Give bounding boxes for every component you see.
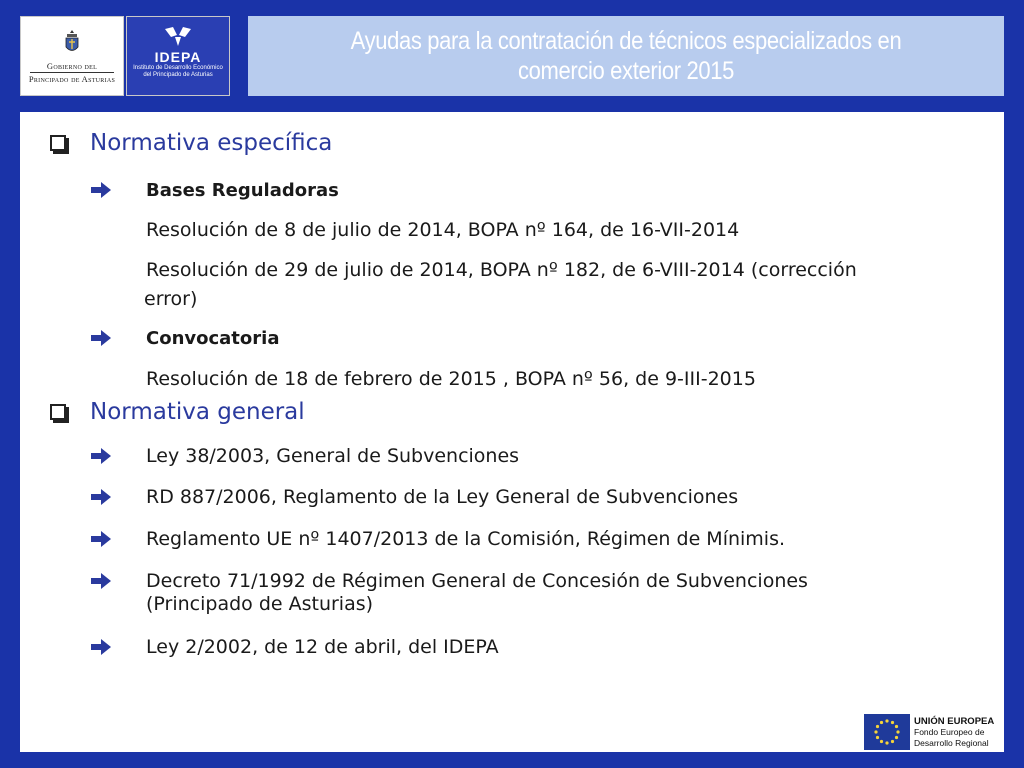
item-label: Bases Reguladoras [146,180,339,201]
arrow-right-icon [90,447,112,465]
item-text [146,570,808,616]
item-text: Reglamento UE nº 1407/2013 de la Comisión, Régimen de Mínimis. [146,528,786,550]
item-text: RD 887/2006, Reglamento de la Ley General de Subvenciones [146,486,739,508]
arrow-right-icon [90,530,112,548]
checkbox-bullet-icon [50,404,66,420]
checkbox-bullet-icon [50,135,66,151]
list-item [20,570,808,616]
crest-icon [63,29,81,55]
item-text-line: (Principado de Asturias) [146,593,374,615]
list-item [20,528,785,551]
arrow-right-icon [90,181,112,199]
eu-line-2: Fondo Europeo de [914,726,985,737]
gobierno-line-1: Gobierno del [46,60,98,71]
section-title: Normativa general [90,399,305,425]
list-item [20,445,519,468]
slide-title: Ayudas para la contratación de técnicos especializados en comercio exterior 2015 [350,27,902,85]
eu-line-3: Desarrollo Regional [914,737,989,748]
list-item [20,486,738,509]
list-item-bases [20,179,339,202]
text-line: Resolución de 8 de julio de 2014, BOPA nº 164, de 16-VII-2014 [146,219,740,241]
list-item-convocatoria [20,327,279,350]
item-text: Ley 2/2002, de 12 de abril, del IDEPA [146,636,499,658]
section-title: Normativa específica [90,130,333,156]
item-text: Ley 38/2003, General de Subvenciones [146,445,520,467]
idepa-subtitle-1: Instituto de Desarrollo Económico [133,65,223,71]
gobierno-line-2: Principado de Asturias [28,73,116,84]
item-label: Convocatoria [146,328,280,349]
text-line: Resolución de 29 de julio de 2014, BOPA nº 182, de 6-VIII-2014 (corrección [146,259,857,281]
section-heading-general [20,399,305,425]
text-line: Resolución de 18 de febrero de 2015 , BOPA nº 56, de 9-III-2015 [146,368,756,390]
item-text-line: Decreto 71/1992 de Régimen General de Concesión de Subvenciones [146,570,808,592]
content-panel [20,112,1004,752]
divider [30,72,114,73]
eu-text [914,716,994,749]
title-banner [248,16,1004,96]
idepa-mark-icon [163,25,193,47]
arrow-right-icon [90,572,112,590]
idepa-subtitle-2: del Principado de Asturias [143,72,213,78]
arrow-right-icon [90,329,112,347]
arrow-right-icon [90,488,112,506]
idepa-logo [126,16,230,96]
gobierno-asturias-logo [20,16,124,96]
idepa-name: IDEPA [154,49,202,65]
text-line: error) [144,288,198,310]
eu-flag-icon [864,714,910,750]
eu-logo [864,712,998,752]
section-heading-especifica [20,130,332,156]
list-item [20,636,499,659]
arrow-right-icon [90,638,112,656]
eu-line-1: UNIÓN EUROPEA [914,715,995,727]
